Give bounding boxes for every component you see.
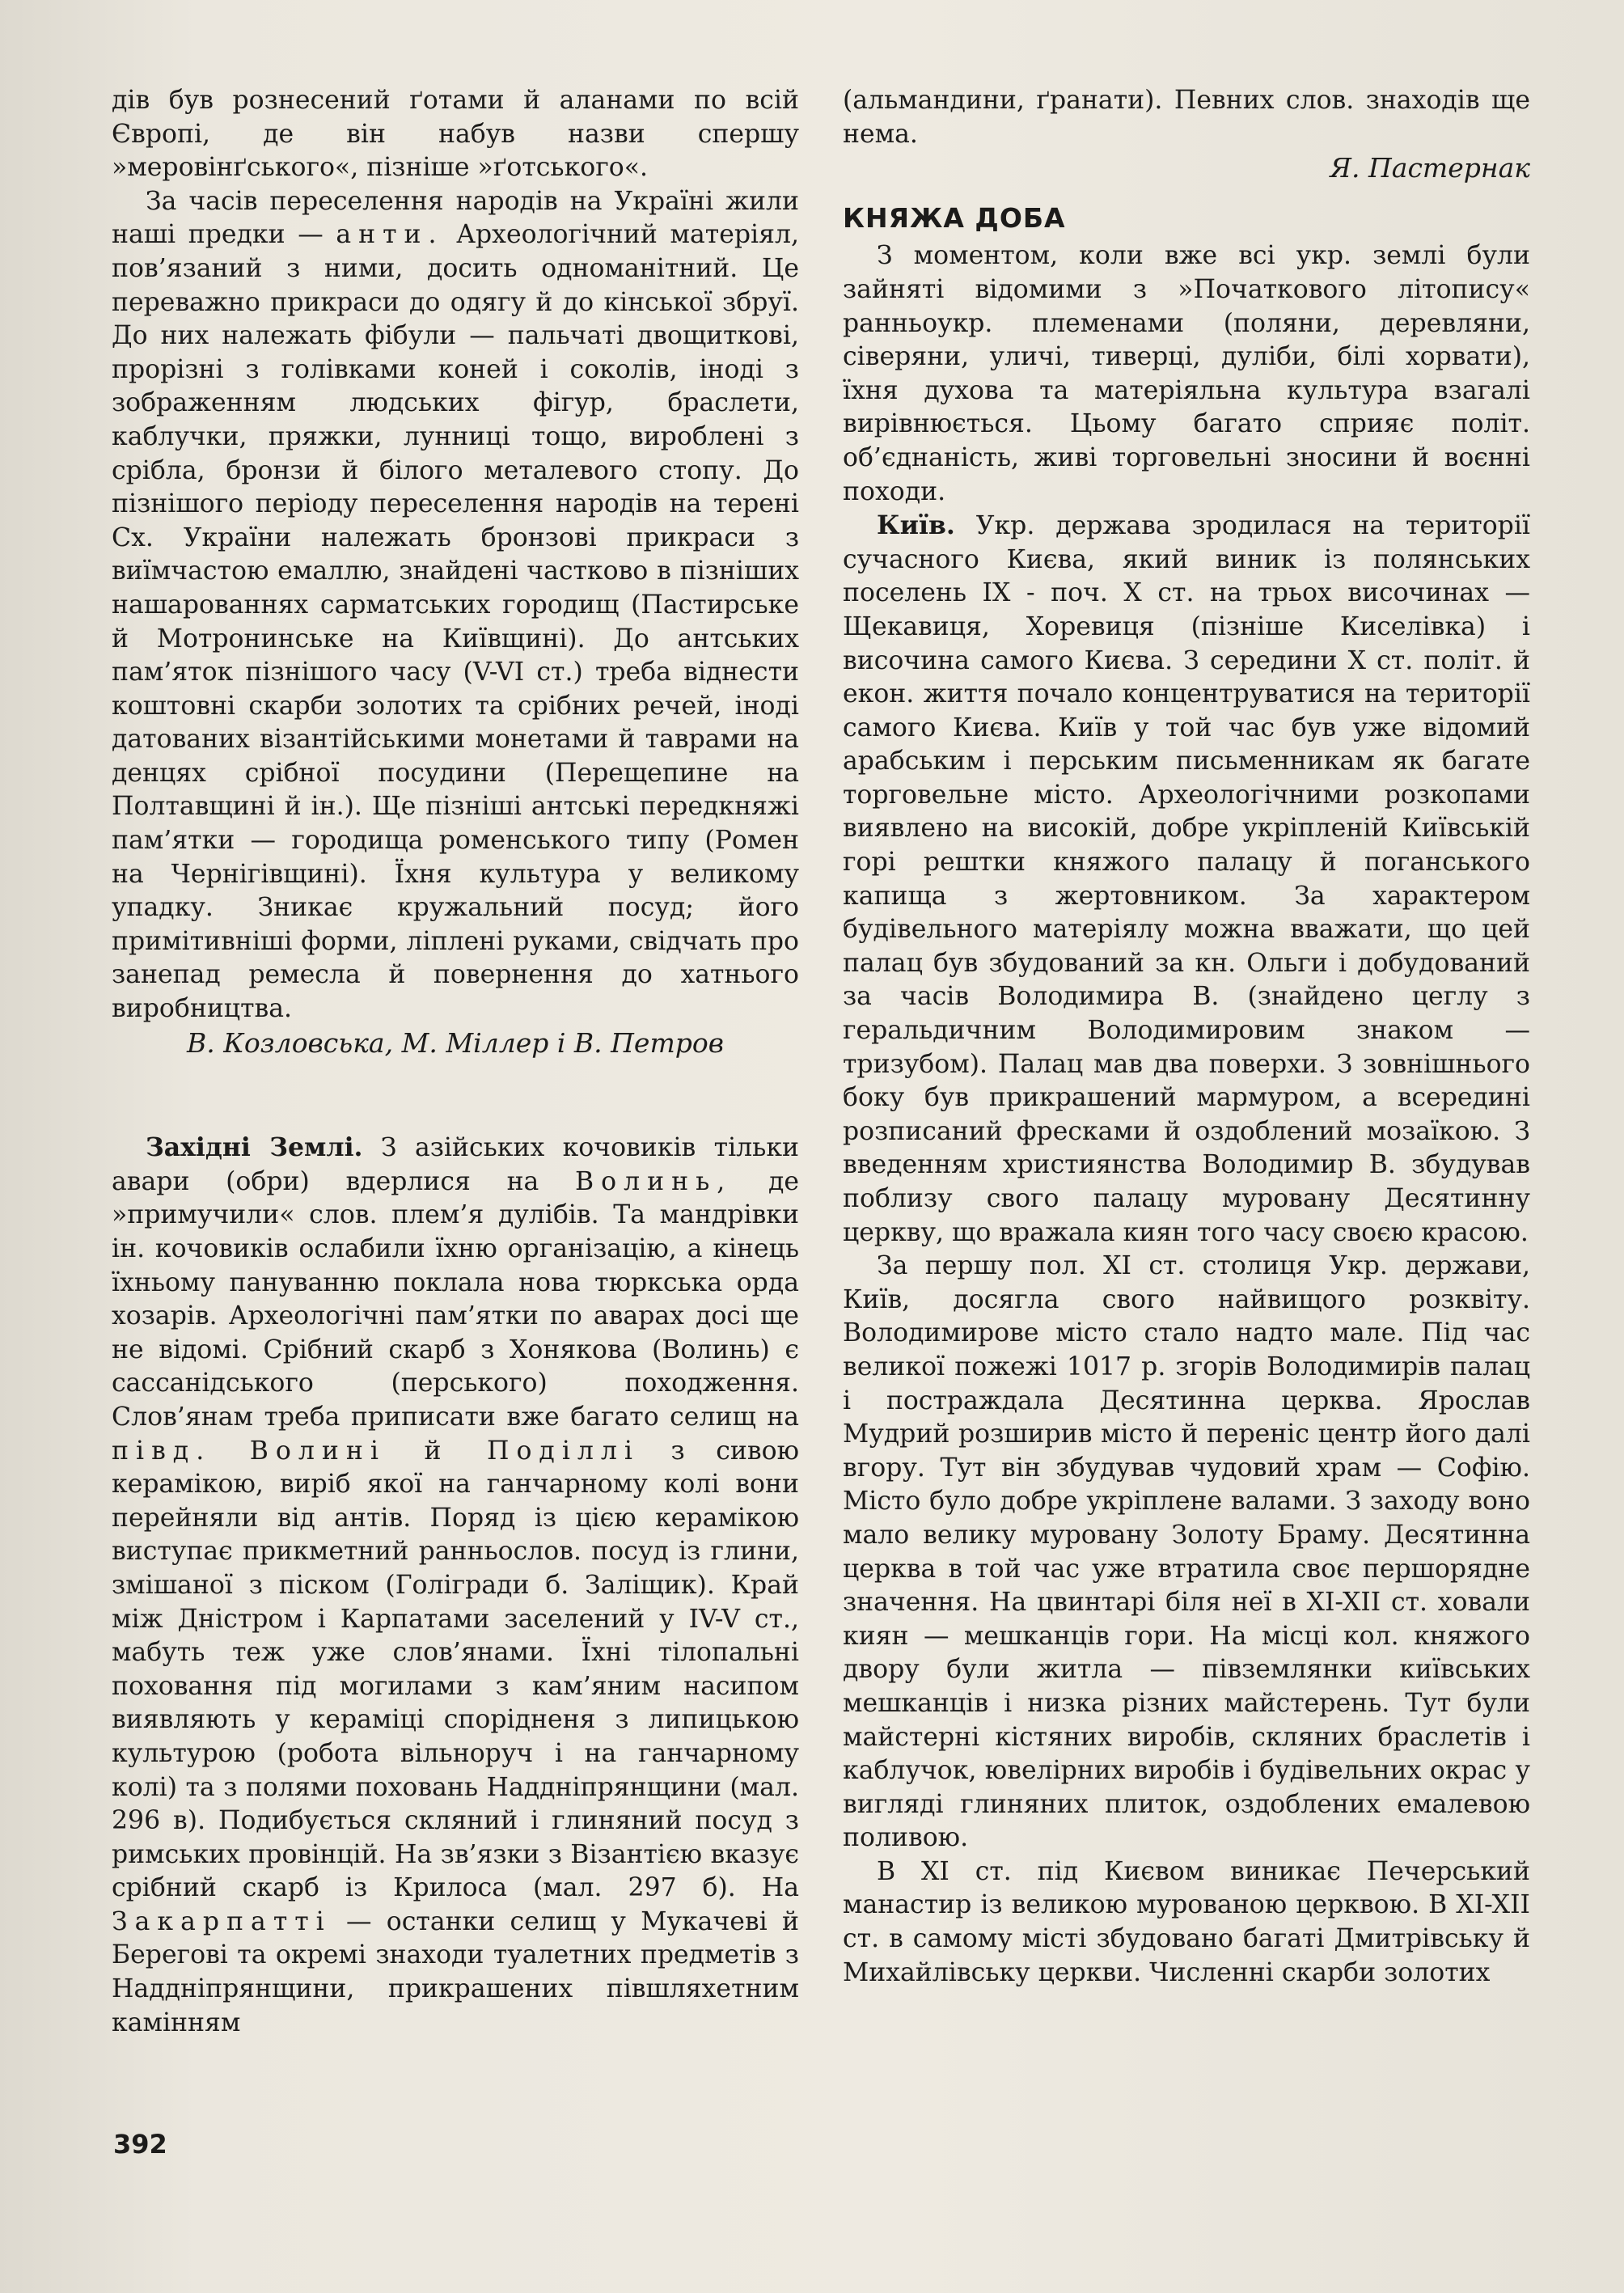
paragraph-pechersk: В XI ст. під Києвом виникає Печерський манастир із великою мурованою церквою. В XI-XII ст. в самому місті збудовано багаті Дмитрівську й Михайлівську церкви. Численні скарби золотих xyxy=(843,1856,1530,1987)
page-number: 392 xyxy=(113,2129,167,2160)
right-column xyxy=(843,84,1530,1990)
paragraph-antes xyxy=(112,185,799,1026)
text-fragment: Укр. держава зродилася на території сучасного Києва, який виник із полянських поселень IX - поч. X ст. на трьох височинах — Щекавиця, Хоревиця (пізніше Киселівка) і височина самого Києва. З середини X ст. політ. й екон. життя почало концентруватися на території самого Києва. Київ у той час був уже відомий арабським і перським письменникам як багате торговельне місто. Археологічними розкопами виявлено на високій, добре укріпленій Київській горі рештки княжого палацу й поганського капища з жертовником. За характером будівельного матеріялу можна вважати, що цей палац був збудований за кн. Ольги і добудований за часів Володимира В. (знайдено цеглу з геральдичним Володимировим знаком — тризубом). Палац мав два поверхи. З зовнішнього боку був прикрашений мармуром, а всередині розписаний фресками й оздоблений мозаїкою. З введенням християнства Володимир В. збудував поблизу свого палацу муровану Десятинну церкву, що вражала киян того часу своєю красою. xyxy=(843,511,1530,1247)
emphasized-term: півд. Волині й Поділлі xyxy=(112,1436,640,1466)
author-signature: Я. Пастернак xyxy=(1330,152,1530,184)
emphasized-term: Закарпатті xyxy=(112,1906,332,1936)
paragraph-continuation: дів був рознесений ґотами й аланами по всій Європі, де він набув назви спершу »меровінґського«, пізніше »ґотського«. xyxy=(112,86,799,183)
paragraph-kyiv-11c: За першу пол. XI ст. столиця Укр. держави, Київ, досягла свого найвищого розквіту. Володимирове місто стало надто мале. Під час великої пожежі 1017 р. згорів Володимирів палац і постраждала Десятинна церква. Ярослав Мудрий розширив місто й переніс центр його далі вгору. Тут він збудував чудовий храм — Софію. Місто було добре укріплене валами. З заходу воно мало велику муровану Золоту Браму. Десятинна церква в той час уже втратила своє першорядне значення. На цвинтарі біля неї в XI-XII ст. ховали киян — мешканців гори. На місці кол. княжого двору були житла — півземлянки київських мешканців і низка різних майстерень. Тут були майстерні кістяних виробів, скляних браслетів і каблучок, ювелірних виробів і будівельних окрас у вигляді глиняних плиток, оздоблених емалевою поливою. xyxy=(843,1251,1530,1853)
paragraph-kyiv xyxy=(843,509,1530,1250)
left-column xyxy=(112,84,799,2040)
section-lead: Київ. xyxy=(877,510,955,541)
section-lead: Західні Землі. xyxy=(146,1132,363,1163)
emphasized-term: Волинь, xyxy=(575,1166,733,1196)
text-fragment: З азійських кочовиків тільки авари (обри) вдерлися на xyxy=(112,1133,800,1196)
section-heading: КНЯЖА ДОБА xyxy=(843,201,1066,234)
text-fragment: За часів переселення народів на Україні жили наші предки — xyxy=(112,186,799,250)
text-fragment: Археологічний матеріял, пов’язаний з ними, досить одноманітний. Це переважно прикраси до одягу й до кінської збруї. До них належать фібули — пальчаті двощиткові, прорізні з голівками коней і соколів, іноді з зображенням людських фігур, браслети, каблучки, пряжки, лунниці тощо, вироблені з срібла, бронзи й білого металевого стопу. До пізнішого періоду переселення народів на терені Сх. України належать бронзові прикраси з виїмчастою емаллю, знайдені частково в пізніших нашарованнях сарматських городищ (Пастирське й Мотронинське на Київщині). До антських пам’яток пізнішого часу (V-VI ст.) треба віднести коштовні скарби золотих та срібних речей, іноді датованих візантійськими монетами й таврами на денцях срібної посудини (Перещепине на Полтавщині й ін.). Ще пізніші антські передкняжі пам’ятки — городища роменського типу (Ромен на Чернігівщині). Їхня культура у великому упадку. Зникає кружальний посуд; його примітивніші форми, ліплені руками, свідчать про занепад ремесла й повернення до хатнього виробництва. xyxy=(112,220,799,1024)
section-gap xyxy=(112,1060,799,1131)
text-fragment: з сивою керамікою, виріб якої на ганчарному колі вони перейняли від антів. Поряд із цією керамікою виступає прикметний ранньослов. посуд із глини, змішаної з піском (Голігради б. Заліщик). Край між Дністром і Карпатами заселений у IV-V ст., мабуть теж уже слов’янами. Їхні тілопальні поховання під могилами з кам’яним насипом виявляють у кераміці спорідненя з липицькою культурою (робота вільноруч і на ганчарному колі) та з полями поховань Наддніпрянщини (мал. 296 в). Подибується скляний і глиняний посуд з римських провінцій. На зв’язки з Візантією вказує срібний скарб із Крилоса (мал. 297 б). На xyxy=(112,1436,800,1903)
emphasized-term: анти. xyxy=(336,220,444,250)
paragraph-princely-era: З моментом, коли вже всі укр. землі були зайняті відомими з »Початкового літопису« ранньоукр. племенами (поляни, деревляни, сіверяни, уличі, тиверці, дуліби, білі хорвати), їхня духова та матеріяльна культура взагалі вирівнюється. Цьому багато сприяє політ. об’єднаність, живі торговельні зносини й воєнні походи. xyxy=(843,241,1530,506)
paragraph-western-lands xyxy=(112,1131,799,2040)
paragraph-continuation: (альмандини, ґранати). Певних слов. знаходів ще нема. xyxy=(843,86,1530,149)
text-fragment: де »примучили« слов. плем’я дулібів. Та мандрівки ін. кочовиків ослабили їхню організацію, а кінець їхньому пануванню поклала нова тюркська орда хозарів. Археологічні пам’ятки по аварах досі ще не відомі. Срібний скарб з Хонякова (Волинь) є сассанідського (перського) походження. Слов’янам треба приписати вже багато селищ на xyxy=(112,1166,800,1432)
text-fragment: — останки селищ у Мукачеві й Берегові та окремі знаходи туалетних предметів з Наддніпрянщини, прикрашених півшляхетним камінням xyxy=(112,1906,799,2037)
author-signature: В. Козловська, М. Міллер і В. Петров xyxy=(187,1026,724,1059)
